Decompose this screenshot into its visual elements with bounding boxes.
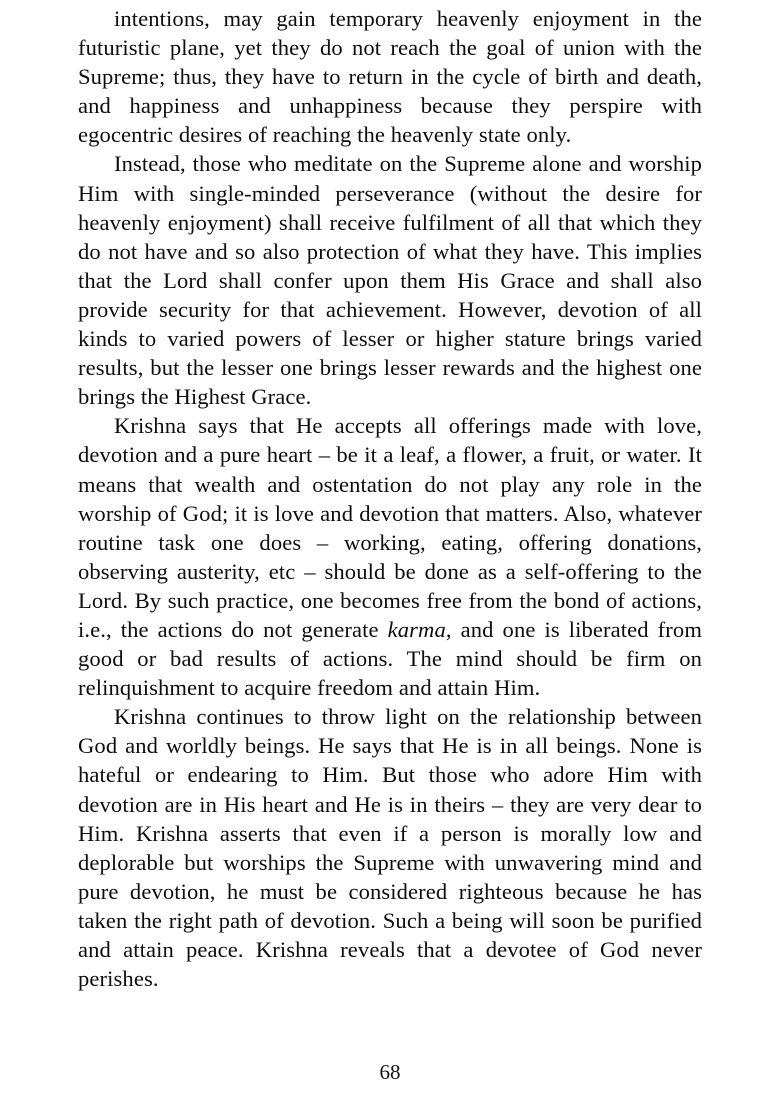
paragraph-text-before-italic: Krishna says that He accepts all offerings made with love, devotion and a pure heart – be it a leaf, a flower, a fruit, or water. It means that wealth and ostentation do not play any role in the worship of God; it is love and devotion that matters. Also, whatever routine task one does – working, eating, offering donations, observing austerity, etc – should be done as a self-offering to the Lord. By such practice, one becomes free from the bond of actions, i.e., the actions do not generate [78,413,702,642]
paragraph-krishna-offerings [78,411,702,702]
italic-term-karma: karma [387,616,446,642]
paragraph-instead: Instead, those who meditate on the Supreme alone and worship Him with single-minded perseverance (without the desire for heavenly enjoyment) shall receive fulfilment of all that which they do not have and so also protection of what they have. This implies that the Lord shall confer upon them His Grace and shall also provide security for that achievement. However, devotion of all kinds to varied powers of lesser or higher stature brings varied results, but the lesser one brings lesser rewards and the highest one brings the Highest Grace. [78,151,702,410]
paragraph-text-after-italic: , and one is liberated from good or bad results of actions. The mind should be firm on relinquishment to acquire freedom and attain Him. [78,616,702,701]
page-number: 68 [379,1060,401,1084]
paragraph-continued: intentions, may gain temporary heavenly enjoyment in the futuristic plane, yet they do not reach the goal of union with the Supreme; thus, they have to return in the cycle of birth and death, and happiness and unhappiness because they perspire with egocentric desires of reaching the heavenly state only. [78,6,702,148]
page-text-block [78,4,702,993]
paragraph-krishna-relationship: Krishna continues to throw light on the relationship between God and worldly beings. He says that He is in all beings. None is hateful or endearing to Him. But those who adore Him with devotion are in His heart and He is in theirs – they are very dear to Him. Krishna asserts that even if a person is morally low and deplorable but worships the Supreme with unwavering mind and pure devotion, he must be considered righteous because he has taken the right path of devotion. Such a being will soon be purified and attain peace. Krishna reveals that a devotee of God never perishes. [78,704,702,992]
